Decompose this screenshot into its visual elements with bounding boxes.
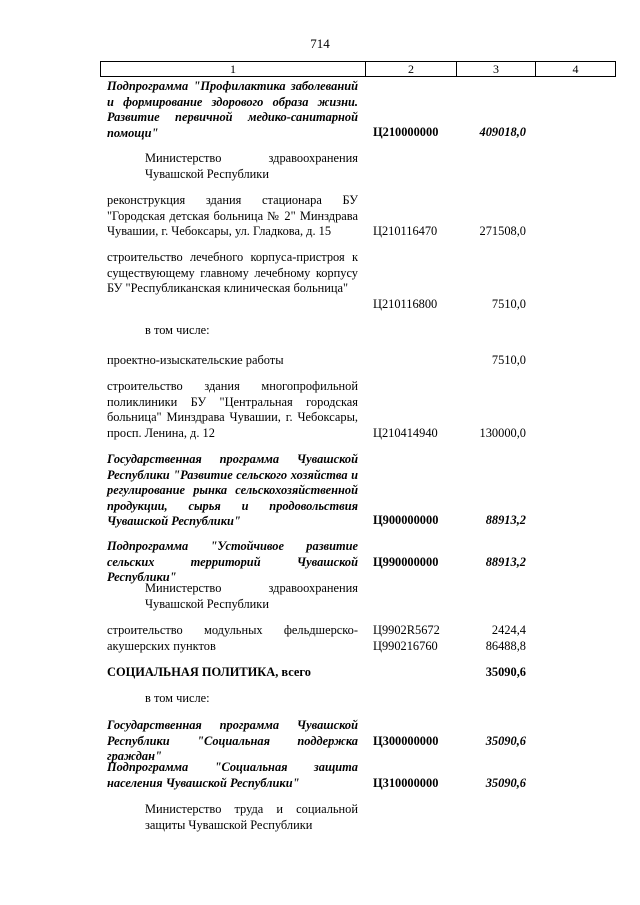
row-code: Ц310000000 xyxy=(373,776,439,790)
table-row xyxy=(107,151,358,182)
header-col-1: 1 xyxy=(230,62,236,76)
row-text: строительство здания многопрофильной поликлиники БУ "Центральная городская больница" Минздрава Чувашии, г. Чебоксары, просп. Ленина, д. 12 xyxy=(107,379,358,440)
row-value: 2424,4 xyxy=(491,623,526,637)
table-row xyxy=(107,452,358,530)
row-value: 271508,0 xyxy=(479,224,526,238)
row-code: Ц210414940 xyxy=(373,426,438,440)
row-code: Ц990000000 xyxy=(373,555,439,569)
row-text: в том числе: xyxy=(145,323,210,337)
row-text: Государственная программа Чувашской Республики "Социальная поддержка граждан" xyxy=(107,718,358,763)
row-code-2: Ц990216760 xyxy=(373,639,438,653)
table-row xyxy=(107,623,358,654)
row-text: проектно-изыскательские работы xyxy=(107,353,284,367)
table-row xyxy=(107,323,358,339)
header-col-3: 3 xyxy=(493,62,499,76)
row-code: Ц210000000 xyxy=(373,125,439,139)
row-value: 409018,0 xyxy=(479,125,526,139)
table-row xyxy=(107,539,358,586)
row-text: СОЦИАЛЬНАЯ ПОЛИТИКА, всего xyxy=(107,665,311,679)
table-row xyxy=(107,760,358,791)
row-text: Государственная программа Чувашской Республики "Развитие сельского хозяйства и регулирование рынка сельскохозяйственной продукции, сырья и продовольствия Чувашской Республики" xyxy=(107,452,358,528)
row-text: Подпрограмма "Устойчивое развитие сельских территорий Чувашской Республики" xyxy=(107,539,358,584)
row-code: Ц210116800 xyxy=(373,297,438,311)
row-text: в том числе: xyxy=(145,691,210,705)
row-code: Ц300000000 xyxy=(373,734,439,748)
row-text: Министерство здравоохранения Чувашской Республики xyxy=(145,151,358,181)
page-number: 714 xyxy=(310,36,330,51)
row-text: Министерство здравоохранения Чувашской Республики xyxy=(145,581,358,611)
row-text: Министерство труда и социальной защиты Чувашской Республики xyxy=(145,802,358,832)
table-row xyxy=(107,353,358,369)
table-row xyxy=(107,79,358,141)
table-row xyxy=(107,250,358,297)
table-row xyxy=(107,665,358,681)
row-value: 7510,0 xyxy=(491,353,526,367)
row-code: Ц9902R5672 xyxy=(373,623,440,637)
row-text: Подпрограмма "Профилактика заболеваний и формирование здорового образа жизни. Развитие первичной медико-санитарной помощи" xyxy=(107,79,358,140)
row-code: Ц900000000 xyxy=(373,513,439,527)
row-value-2: 86488,8 xyxy=(485,639,526,653)
table-row xyxy=(107,718,358,765)
table-row xyxy=(107,581,358,612)
row-text: Подпрограмма "Социальная защита населения Чувашской Республики" xyxy=(107,760,358,790)
row-text: строительство лечебного корпуса-пристроя к существующему главному лечебному корпусу БУ "Республиканская клиническая больница" xyxy=(107,250,358,295)
row-code: Ц210116470 xyxy=(373,224,438,238)
row-value: 88913,2 xyxy=(485,513,526,527)
row-text: реконструкция здания стационара БУ "Городская детская больница № 2" Минздрава Чувашии, г. Чебоксары, ул. Гладкова, д. 15 xyxy=(107,193,358,238)
row-value: 88913,2 xyxy=(485,555,526,569)
table-row xyxy=(107,193,358,240)
row-text: строительство модульных фельдшерско-акушерских пунктов xyxy=(107,623,358,653)
header-col-4: 4 xyxy=(572,62,579,76)
table-row xyxy=(107,379,358,441)
row-value: 35090,6 xyxy=(485,734,526,748)
row-value: 130000,0 xyxy=(479,426,526,440)
table-row xyxy=(107,802,358,833)
table-row xyxy=(107,691,358,707)
row-value: 35090,6 xyxy=(485,665,526,679)
table-header xyxy=(100,61,616,77)
header-col-2: 2 xyxy=(408,62,414,76)
row-value: 35090,6 xyxy=(485,776,526,790)
row-value: 7510,0 xyxy=(491,297,526,311)
